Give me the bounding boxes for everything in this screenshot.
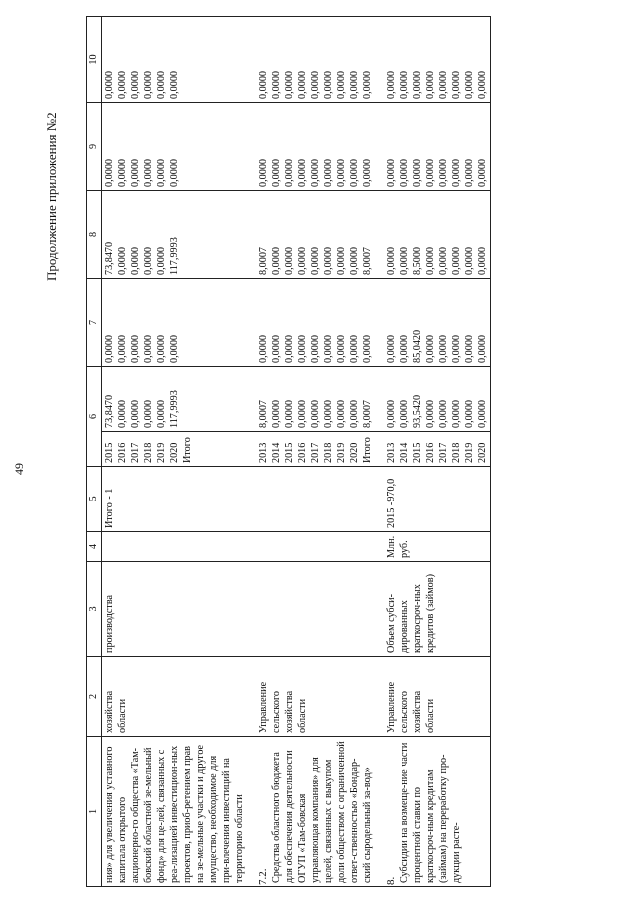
total-cell-value: 0,0000: [323, 399, 334, 428]
local-cell-value: 0,0000: [310, 158, 321, 187]
total-cell-value: 0,0000: [130, 399, 141, 428]
year-cell-value: 2020: [169, 442, 180, 463]
description-text: ния» для увеличения уставного капитала открытого акционерно-го общества «Там-бовский областной зе-мельный фонд» для це-лей, связанных с реа-лизацией инвестицион-ных проектов, приоб-ретением прав на зе-мельные участки и другое имущество, необходимое для при-влечения инвестиций на территорию области: [104, 744, 245, 883]
local-cell-value: 0,0000: [169, 158, 180, 187]
local-cell-value: 0,0000: [104, 158, 115, 187]
indicator-cell: [247, 562, 375, 657]
local-cell-value: 0,0000: [451, 158, 462, 187]
total-cell-value: 0,0000: [117, 399, 128, 428]
description-cell: [102, 737, 248, 887]
regional-cell-value: 8,5000: [412, 246, 423, 275]
year-cell-value: 2016: [117, 442, 128, 463]
regional-cell-value: 0,0000: [156, 246, 167, 275]
total-cell-value: 0,0000: [297, 399, 308, 428]
year-cell-value: 2015: [412, 442, 423, 463]
extra-cell-value: 0,0000: [310, 70, 321, 99]
regional-cell-value: 73,8470: [104, 241, 115, 275]
total-cell-value: 93,5420: [412, 394, 423, 428]
local-cell-value: 0,0000: [297, 158, 308, 187]
regional-cell: [102, 191, 248, 279]
regional-cell: [247, 191, 375, 279]
table-row: [247, 17, 375, 887]
regional-cell-value: 117,9993: [169, 237, 180, 275]
local-cell-value: 0,0000: [399, 158, 410, 187]
total-cell-value: 0,0000: [349, 399, 360, 428]
regional-cell-value: 0,0000: [143, 246, 154, 275]
extra-cell-value: 0,0000: [258, 70, 269, 99]
federal-cell-value: 0,0000: [117, 334, 128, 363]
total-cell-value: 0,0000: [438, 399, 449, 428]
target-cell: 2015 -970,0: [375, 467, 491, 532]
extra-cell-value: 0,0000: [386, 70, 397, 99]
year-cell-value: 2018: [323, 442, 334, 463]
year-cell: [247, 432, 375, 467]
extra-cell-value: 0,0000: [271, 70, 282, 99]
header-row: [87, 17, 102, 887]
executor-cell: Управление сельского хозяйства области: [247, 657, 375, 737]
target-cell: [247, 467, 375, 532]
year-cell-value: 2016: [425, 442, 436, 463]
local-cell-value: 0,0000: [271, 158, 282, 187]
regional-cell: [375, 191, 491, 279]
year-cell-value: 2016: [297, 442, 308, 463]
federal-cell-value: 0,0000: [477, 334, 488, 363]
table-row: [102, 17, 248, 887]
target-cell: Итого - 1: [102, 467, 248, 532]
federal-cell-value: 0,0000: [451, 334, 462, 363]
federal-cell-value: 0,0000: [143, 334, 154, 363]
year-cell-value: 2017: [310, 442, 321, 463]
total-cell-value: 0,0000: [477, 399, 488, 428]
program-table: [86, 16, 491, 887]
local-cell-value: 0,0000: [117, 158, 128, 187]
extra-cell-value: 0,0000: [464, 70, 475, 99]
extra-cell-value: 0,0000: [117, 70, 128, 99]
federal-cell-value: 0,0000: [323, 334, 334, 363]
year-cell: [102, 432, 248, 467]
extra-cell-value: 0,0000: [451, 70, 462, 99]
regional-cell-value: 0,0000: [271, 246, 282, 275]
extra-cell-value: 0,0000: [297, 70, 308, 99]
federal-cell-value: 0,0000: [464, 334, 475, 363]
total-cell-value: 8,0007: [362, 399, 373, 428]
regional-cell-value: 0,0000: [425, 246, 436, 275]
local-cell: [247, 103, 375, 191]
federal-cell-value: 0,0000: [156, 334, 167, 363]
year-cell-value: 2017: [130, 442, 141, 463]
local-cell-value: 0,0000: [464, 158, 475, 187]
total-cell-value: 117,9993: [169, 390, 180, 428]
year-cell-value: 2014: [399, 442, 410, 463]
year-cell-value: 2015: [284, 442, 295, 463]
indicator-cell: производства: [102, 562, 248, 657]
federal-cell-value: 0,0000: [284, 334, 295, 363]
extra-cell-value: 0,0000: [169, 70, 180, 99]
local-cell-value: 0,0000: [323, 158, 334, 187]
description-text: Средства областного бюджета для обеспечения деятельности ОГУП «Там-бовская управляющая компания» для целей, связанных с выкупом доли обществом с ограниченной ответ-ственностью «Бондар-ский сыродельный за-вод»: [271, 741, 373, 883]
local-cell-value: 0,0000: [349, 158, 360, 187]
regional-cell-value: 0,0000: [284, 246, 295, 275]
local-cell-value: 0,0000: [284, 158, 295, 187]
extra-cell-value: 0,0000: [412, 70, 423, 99]
regional-cell-value: 0,0000: [477, 246, 488, 275]
extra-cell: [375, 17, 491, 103]
total-cell-value: 73,8470: [104, 394, 115, 428]
total-cell-value: 0,0000: [284, 399, 295, 428]
regional-cell-value: 0,0000: [399, 246, 410, 275]
unit-cell: [247, 532, 375, 562]
total-cell-value: 0,0000: [425, 399, 436, 428]
regional-cell-value: 0,0000: [451, 246, 462, 275]
total-cell-value: 0,0000: [156, 399, 167, 428]
description-cell: [247, 737, 375, 887]
year-cell-value: 2018: [451, 442, 462, 463]
year-cell: [375, 432, 491, 467]
year-cell-value: 2013: [386, 442, 397, 463]
year-cell-value: 2020: [477, 442, 488, 463]
col-header-3: 3: [87, 562, 102, 657]
regional-cell-value: 8,0007: [258, 246, 269, 275]
table-row: [375, 17, 491, 887]
regional-cell-value: 0,0000: [336, 246, 347, 275]
local-cell-value: 0,0000: [143, 158, 154, 187]
federal-cell-value: 0,0000: [104, 334, 115, 363]
col-header-8: 8: [87, 191, 102, 279]
indicator-cell: Объем субси-дированных краткосроч-ных кредитов (займов): [375, 562, 491, 657]
federal-cell-value: 0,0000: [399, 334, 410, 363]
extra-cell: [102, 17, 248, 103]
federal-cell: [247, 279, 375, 367]
federal-cell-value: 0,0000: [297, 334, 308, 363]
col-header-5: 5: [87, 467, 102, 532]
total-cell-value: 0,0000: [399, 399, 410, 428]
local-cell-value: 0,0000: [130, 158, 141, 187]
local-cell-value: 0,0000: [258, 158, 269, 187]
total-cell-value: 0,0000: [386, 399, 397, 428]
extra-cell-value: 0,0000: [156, 70, 167, 99]
local-cell: [375, 103, 491, 191]
total-cell-value: 0,0000: [271, 399, 282, 428]
total-cell: [102, 367, 248, 432]
year-cell-value: 2017: [438, 442, 449, 463]
regional-cell-value: 8,0007: [362, 246, 373, 275]
col-header-10: 10: [87, 17, 102, 103]
extra-cell: [247, 17, 375, 103]
local-cell: [102, 103, 248, 191]
unit-cell: Млн. руб.: [375, 532, 491, 562]
extra-cell-value: 0,0000: [349, 70, 360, 99]
year-cell-value: 2015: [104, 442, 115, 463]
federal-cell-value: 0,0000: [425, 334, 436, 363]
federal-cell-value: 0,0000: [362, 334, 373, 363]
local-cell-value: 0,0000: [477, 158, 488, 187]
executor-cell: хозяйства области: [102, 657, 248, 737]
federal-cell-value: 0,0000: [438, 334, 449, 363]
total-cell-value: 0,0000: [310, 399, 321, 428]
row-number: 7.2.: [257, 868, 269, 885]
extra-cell-value: 0,0000: [284, 70, 295, 99]
extra-cell-value: 0,0000: [477, 70, 488, 99]
total-cell-value: 0,0000: [451, 399, 462, 428]
year-cell-value: 2020: [349, 442, 360, 463]
extra-cell-value: 0,0000: [362, 70, 373, 99]
local-cell-value: 0,0000: [156, 158, 167, 187]
federal-cell-value: 0,0000: [169, 334, 180, 363]
year-cell-value: 2014: [271, 442, 282, 463]
local-cell-value: 0,0000: [362, 158, 373, 187]
local-cell-value: 0,0000: [412, 158, 423, 187]
col-header-6: 6: [87, 367, 102, 467]
regional-cell-value: 0,0000: [464, 246, 475, 275]
extra-cell-value: 0,0000: [425, 70, 436, 99]
extra-cell-value: 0,0000: [104, 70, 115, 99]
extra-cell-value: 0,0000: [130, 70, 141, 99]
year-cell-value: 2019: [464, 442, 475, 463]
year-cell-value: Итого: [182, 437, 193, 463]
extra-cell-value: 0,0000: [143, 70, 154, 99]
col-header-4: 4: [87, 532, 102, 562]
regional-cell-value: 0,0000: [438, 246, 449, 275]
regional-cell-value: 0,0000: [130, 246, 141, 275]
col-header-9: 9: [87, 103, 102, 191]
regional-cell-value: 0,0000: [386, 246, 397, 275]
description-text: Субсидии на возмеще-ние части процентной ставки по краткосроч-ным кредитам (займам) на переработку про-дукции расте-: [399, 742, 462, 883]
total-cell-value: 0,0000: [336, 399, 347, 428]
extra-cell-value: 0,0000: [323, 70, 334, 99]
local-cell-value: 0,0000: [438, 158, 449, 187]
unit-cell: [102, 532, 248, 562]
year-cell-value: 2013: [258, 442, 269, 463]
executor-cell: Управление сельского хозяйства области: [375, 657, 491, 737]
year-cell-value: 2019: [156, 442, 167, 463]
regional-cell-value: 0,0000: [323, 246, 334, 275]
extra-cell-value: 0,0000: [399, 70, 410, 99]
total-cell-value: 8,0007: [258, 399, 269, 428]
row-number: 8.: [385, 876, 397, 885]
col-header-2: 2: [87, 657, 102, 737]
extra-cell-value: 0,0000: [438, 70, 449, 99]
description-cell: [375, 737, 491, 887]
local-cell-value: 0,0000: [425, 158, 436, 187]
federal-cell-value: 0,0000: [336, 334, 347, 363]
regional-cell-value: 0,0000: [310, 246, 321, 275]
col-header-7: 7: [87, 279, 102, 367]
regional-cell-value: 0,0000: [349, 246, 360, 275]
local-cell-value: 0,0000: [386, 158, 397, 187]
continuation-heading: Продолжение приложения №2: [44, 112, 59, 281]
local-cell-value: 0,0000: [336, 158, 347, 187]
federal-cell-value: 0,0000: [258, 334, 269, 363]
regional-cell-value: 0,0000: [117, 246, 128, 275]
federal-cell-value: 85,0420: [412, 329, 423, 363]
federal-cell-value: 0,0000: [130, 334, 141, 363]
total-cell: [375, 367, 491, 432]
extra-cell-value: 0,0000: [336, 70, 347, 99]
year-cell-value: 2019: [336, 442, 347, 463]
total-cell: [247, 367, 375, 432]
total-cell-value: 0,0000: [143, 399, 154, 428]
year-cell-value: Итого: [362, 437, 373, 463]
federal-cell: [102, 279, 248, 367]
page-number: 49: [12, 463, 26, 475]
federal-cell-value: 0,0000: [349, 334, 360, 363]
federal-cell-value: 0,0000: [310, 334, 321, 363]
federal-cell-value: 0,0000: [386, 334, 397, 363]
year-cell-value: 2018: [143, 442, 154, 463]
col-header-1: 1: [87, 737, 102, 887]
federal-cell: [375, 279, 491, 367]
regional-cell-value: 0,0000: [297, 246, 308, 275]
federal-cell-value: 0,0000: [271, 334, 282, 363]
total-cell-value: 0,0000: [464, 399, 475, 428]
